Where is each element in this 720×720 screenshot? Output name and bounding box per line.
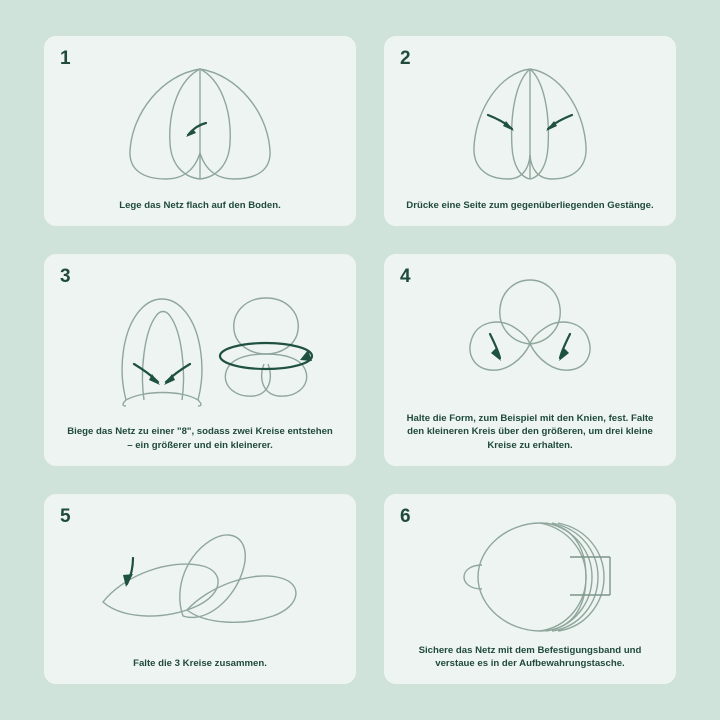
step-number-6: 6 [400, 505, 412, 527]
step-card-4 [384, 254, 676, 466]
step-illustration-6 [400, 505, 660, 644]
step-illustration-4 [400, 268, 660, 412]
step-number-1: 1 [60, 48, 72, 69]
step-caption-3: Biege das Netz zu einer "8", sodass zwei Kreise entstehen – ein größerer und ein kleinerer. [67, 426, 333, 451]
step-caption-2: Drücke eine Seite zum gegenüberliegenden Gestänge. [406, 199, 654, 211]
step-caption-5: Falte die 3 Kreise zusammen. [133, 657, 267, 669]
step-card-6 [384, 494, 676, 684]
step-card-1 [44, 36, 356, 226]
step-caption-1: Lege das Netz flach auf den Boden. [119, 199, 281, 211]
step-caption-4: Halte die Form, zum Beispiel mit den Knien, fest. Falte den kleineren Kreis über den größeren, um drei kleine Kreise zu erhalten. [406, 413, 654, 451]
step-illustration-5 [60, 505, 340, 657]
step-card-5 [44, 494, 356, 684]
step-illustration-1 [60, 50, 340, 199]
step-caption-6: Sichere das Netz mit dem Befestigungsband und verstaue es in der Aufbewahrungstasche. [418, 644, 642, 669]
step-number-2: 2 [400, 48, 412, 69]
step-card-3 [44, 254, 356, 466]
step-number-3: 3 [60, 266, 72, 288]
step-number-5: 5 [60, 505, 72, 527]
step-number-4: 4 [400, 266, 412, 288]
step-illustration-3 [60, 268, 340, 425]
step-card-2 [384, 36, 676, 226]
step-illustration-2 [400, 50, 660, 199]
